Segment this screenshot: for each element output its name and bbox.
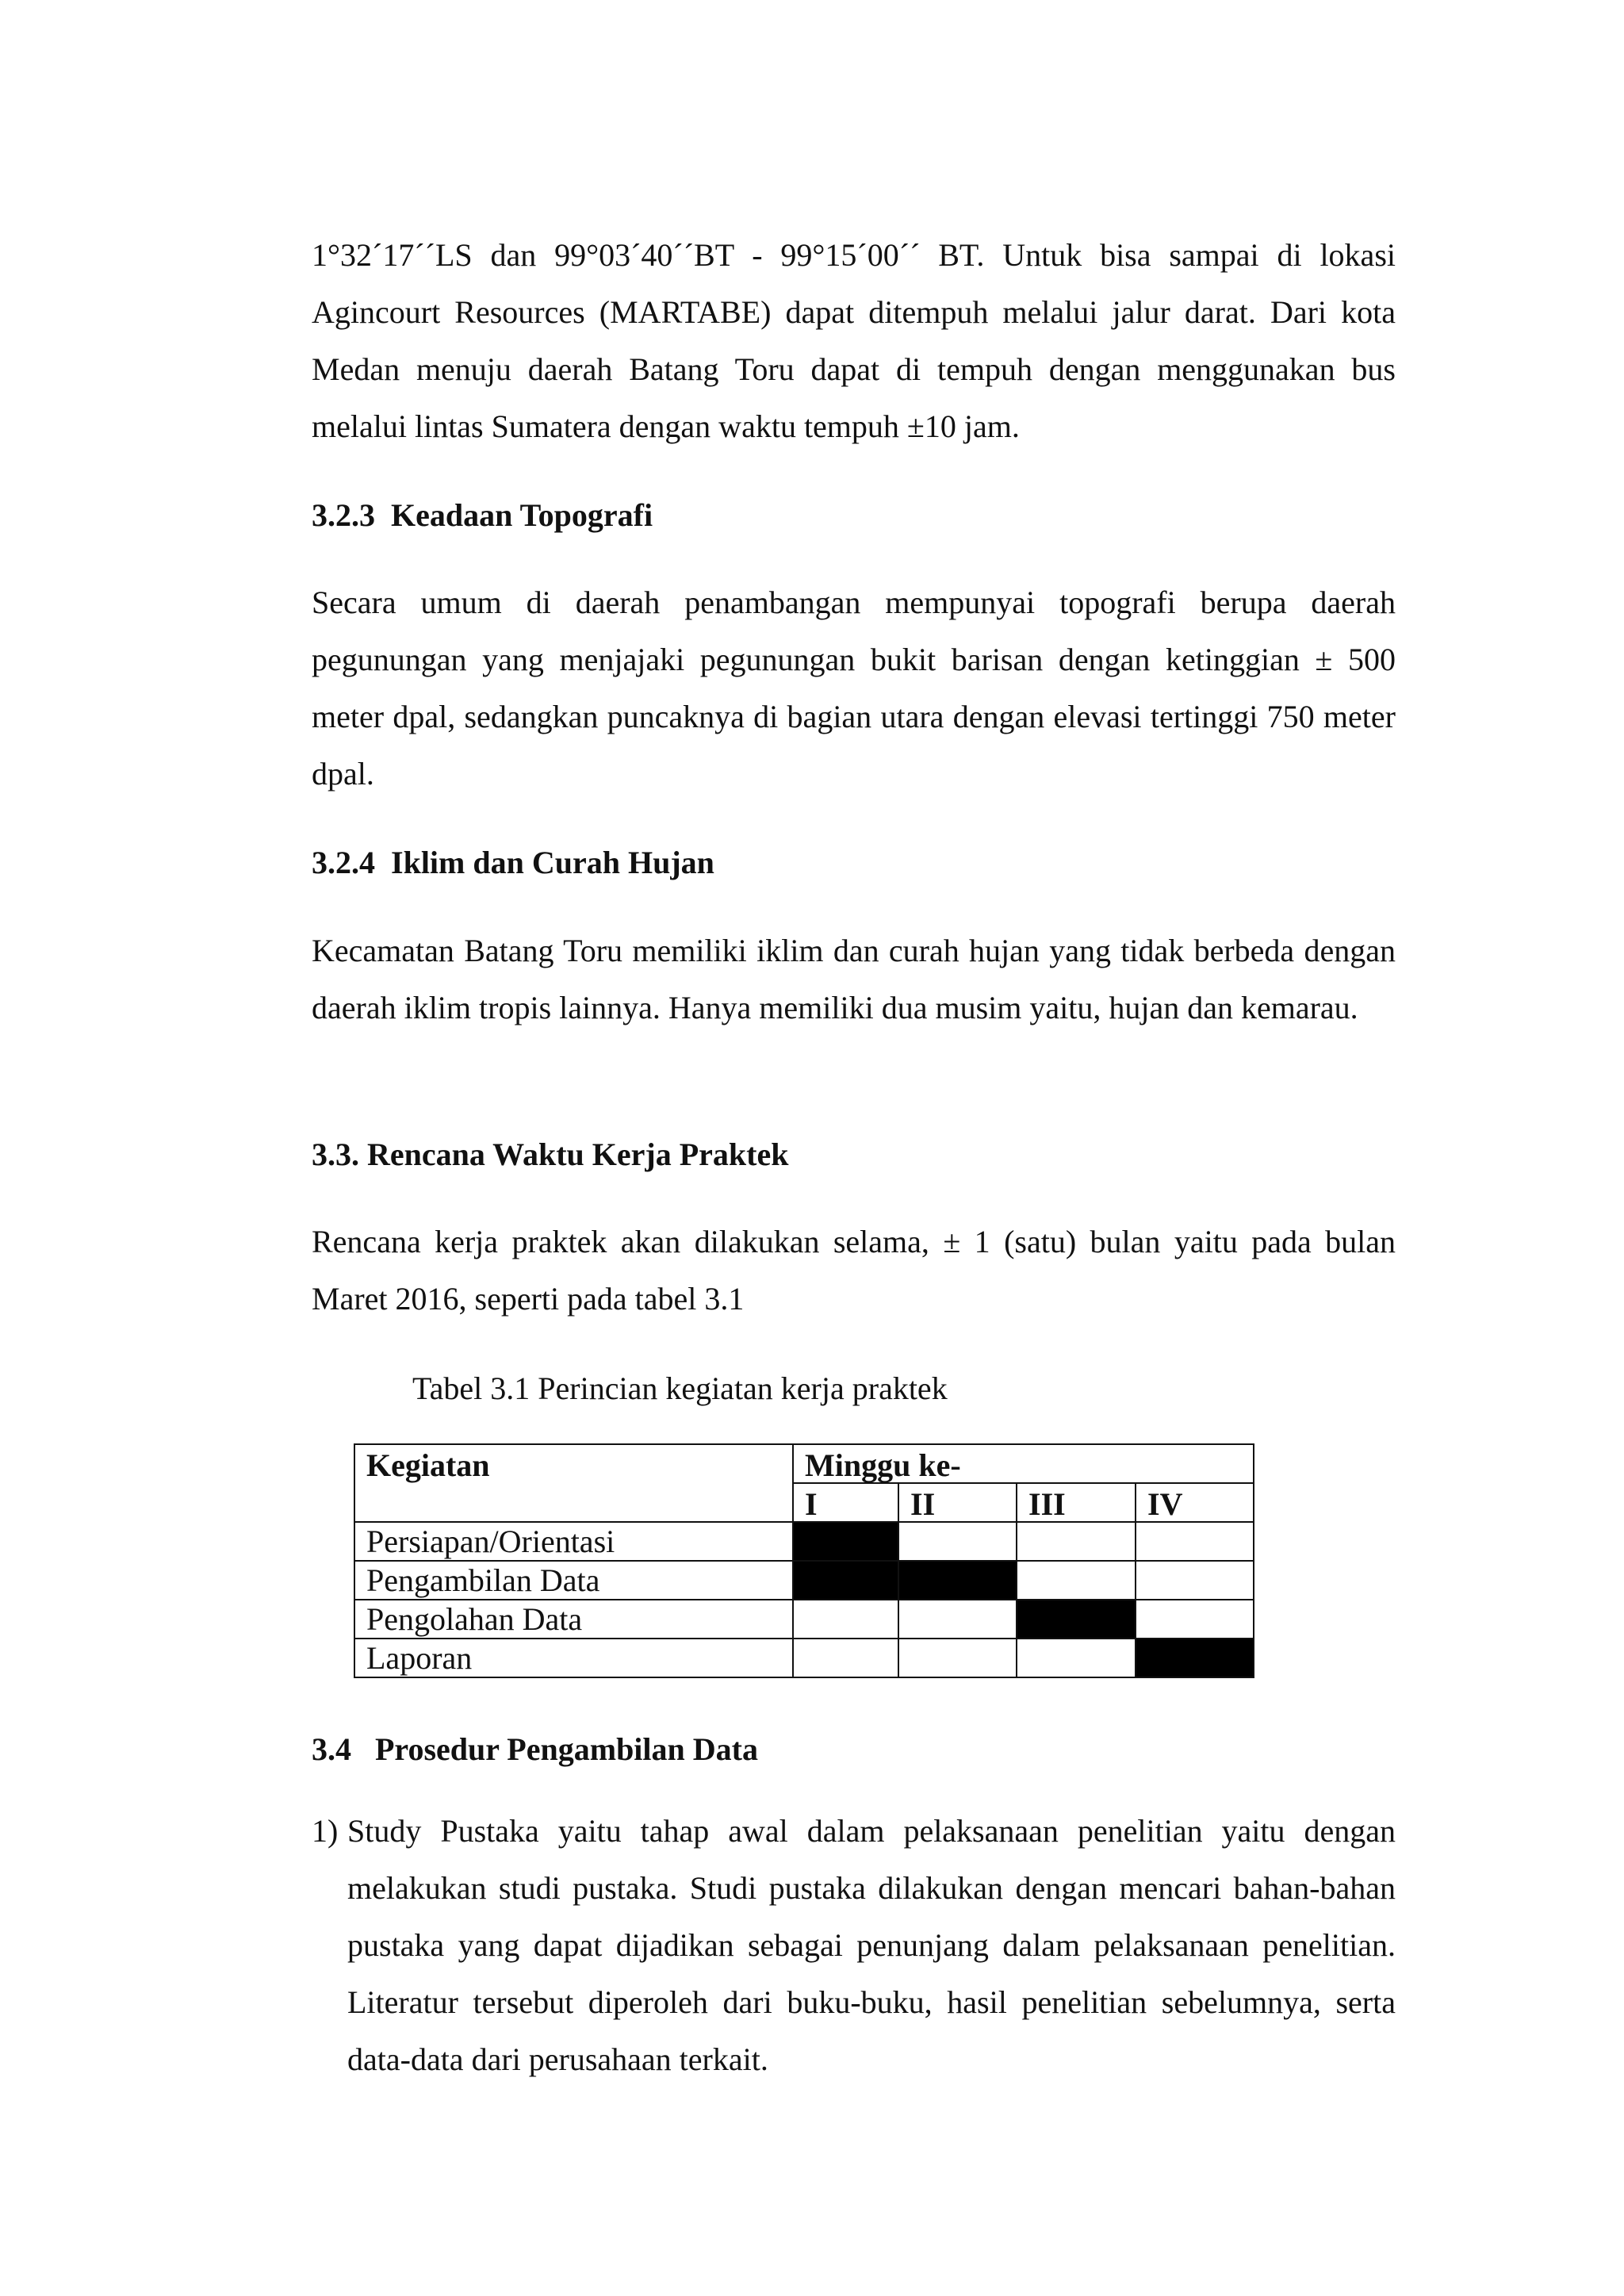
table-row — [354, 1561, 1254, 1600]
week-cell — [898, 1522, 1017, 1561]
week-cell — [793, 1522, 898, 1561]
activity-label: Laporan — [354, 1639, 793, 1677]
table-header-row — [354, 1444, 1254, 1483]
paragraph-climate: Kecamatan Batang Toru memiliki iklim dan curah hujan yang tidak berbeda dengan daerah iklim tropis lainnya. Hanya memiliki dua musim yaitu, hujan dan kemarau. — [312, 933, 1396, 1025]
activity-label: Pengambilan Data — [354, 1561, 793, 1600]
header-week-3: III — [1017, 1483, 1136, 1522]
heading-number: 3.4 — [312, 1731, 351, 1767]
week-cell — [793, 1600, 898, 1639]
heading-3-4 — [312, 1727, 758, 1772]
week-cell — [1017, 1522, 1136, 1561]
table-caption: Tabel 3.1 Perincian kegiatan kerja praktek — [412, 1370, 948, 1406]
week-cell — [793, 1561, 898, 1600]
heading-3-3: 3.3. Rencana Waktu Kerja Praktek — [312, 1137, 789, 1172]
paragraph-work-plan: Rencana kerja praktek akan dilakukan selama, ± 1 (satu) bulan yaitu pada bulan Maret 2016, seperti pada tabel 3.1 — [312, 1224, 1396, 1317]
week-cell — [793, 1639, 898, 1677]
header-week-2: II — [898, 1483, 1017, 1522]
week-cell — [1136, 1600, 1254, 1639]
header-activity: Kegiatan — [354, 1444, 793, 1483]
heading-number: 3.2.4 — [312, 845, 375, 880]
heading-text: Keadaan Topografi — [391, 497, 653, 533]
list-item — [312, 1803, 1396, 2088]
heading-number: 3.2.3 — [312, 497, 375, 533]
header-week-1: I — [793, 1483, 898, 1522]
header-weeks: Minggu ke- — [793, 1444, 1254, 1483]
activity-label: Persiapan/Orientasi — [354, 1522, 793, 1561]
heading-text: Iklim dan Curah Hujan — [391, 845, 714, 880]
table-row — [354, 1600, 1254, 1639]
list-marker: 1) — [312, 1813, 339, 1849]
schedule-table — [354, 1443, 1254, 1678]
week-cell — [898, 1600, 1017, 1639]
header-week-4: IV — [1136, 1483, 1254, 1522]
week-cell — [1017, 1561, 1136, 1600]
week-cell — [1017, 1639, 1136, 1677]
week-cell — [1136, 1639, 1254, 1677]
week-cell — [898, 1639, 1017, 1677]
paragraph-location: 1°32´17´´LS dan 99°03´40´´BT - 99°15´00´´ BT. Untuk bisa sampai di lokasi Agincourt Resources (MARTABE) dapat ditempuh melalui jalur darat. Dari kota Medan menuju daerah Batang Toru dapat di tempuh dengan menggunakan bus melalui lintas Sumatera dengan waktu tempuh ±10 jam. — [312, 237, 1396, 444]
table-week-row — [354, 1483, 1254, 1522]
heading-3-2-3 — [312, 493, 653, 538]
heading-text: Prosedur Pengambilan Data — [375, 1731, 758, 1767]
heading-3-2-4 — [312, 841, 714, 885]
list-item-text: Study Pustaka yaitu tahap awal dalam pelaksanaan penelitian yaitu dengan melakukan studi pustaka. Studi pustaka dilakukan dengan mencari bahan-bahan pustaka yang dapat dijadikan sebagai penunjang dalam pelaksanaan penelitian. Literatur tersebut diperoleh dari buku-buku, hasil penelitian sebelumnya, serta data-data dari perusahaan terkait. — [347, 1813, 1396, 2077]
paragraph-topography: Secara umum di daerah penambangan mempunyai topografi berupa daerah pegunungan yang menjajaki pegunungan bukit barisan dengan ketinggian ± 500 meter dpal, sedangkan puncaknya di bagian utara dengan elevasi tertinggi 750 meter dpal. — [312, 585, 1396, 792]
header-activity-spacer — [354, 1483, 793, 1522]
week-cell — [898, 1561, 1017, 1600]
week-cell — [1136, 1522, 1254, 1561]
week-cell — [1017, 1600, 1136, 1639]
week-cell — [1136, 1561, 1254, 1600]
activity-label: Pengolahan Data — [354, 1600, 793, 1639]
table-row — [354, 1639, 1254, 1677]
table-row — [354, 1522, 1254, 1561]
